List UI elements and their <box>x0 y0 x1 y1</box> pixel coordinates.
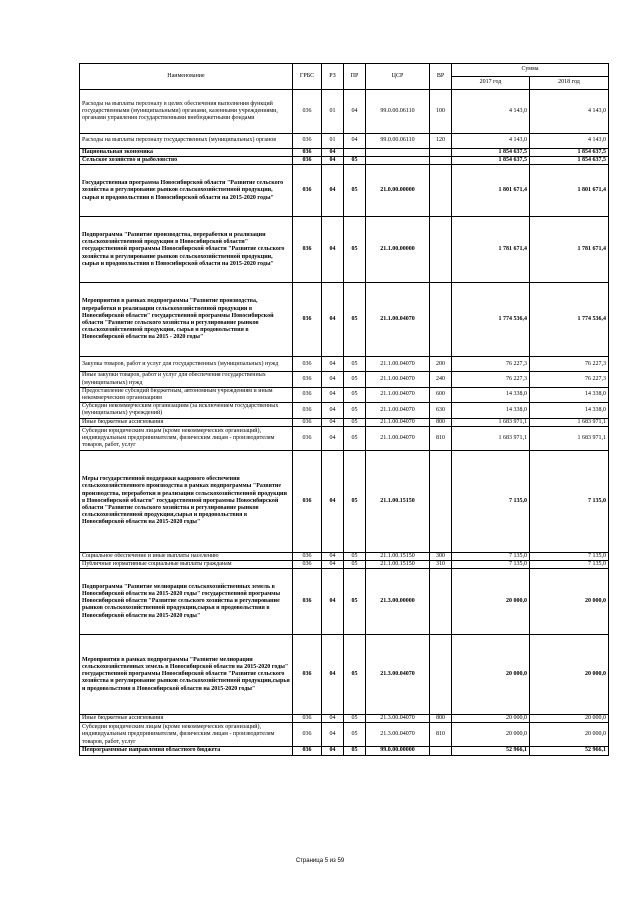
cell-sum-2018: 1 854 637,5 <box>530 157 609 165</box>
cell-csr: 21.1.00.15150 <box>366 450 430 552</box>
cell-name: Субсидии юридическим лицам (кроме некоммерческих организаций), индивидуальным предпринимателям, физическим лицам - производителям товаров, работ, услуг <box>80 426 293 450</box>
cell-pr: 05 <box>344 747 366 755</box>
cell-rz: 04 <box>322 561 344 569</box>
cell-rz: 04 <box>322 387 344 402</box>
cell-sum-2018: 4 143,0 <box>530 90 609 134</box>
header-vr: ВР <box>430 64 452 90</box>
cell-csr: 21.1.00.15150 <box>366 561 430 569</box>
cell-sum-2018: 1 683 971,1 <box>530 426 609 450</box>
cell-name: Мероприятия в рамках подпрограммы "Развитие производства, переработки и реализации сельскохозяйственной продукции в Новосибирской области" государственной программы Новосибирской области "Развитие сельского хозяйства и регулирование рынков сельскохозяйственной продукции, сырья и продовольствия в Новосибирской области на 2015 - 2020 годы" <box>80 283 293 357</box>
cell-sum-2018: 7 135,0 <box>530 561 609 569</box>
cell-vr: 200 <box>430 357 452 372</box>
cell-grbs: 036 <box>293 561 322 569</box>
cell-sum-2017: 1 781 671,4 <box>452 217 530 283</box>
header-pr: ПР <box>344 64 366 90</box>
cell-sum-2017: 4 143,0 <box>452 134 530 149</box>
cell-sum-2017: 20 000,0 <box>452 715 530 723</box>
cell-pr: 05 <box>344 418 366 426</box>
cell-rz: 01 <box>322 90 344 134</box>
cell-sum-2017: 20 000,0 <box>452 635 530 715</box>
header-rz: РЗ <box>322 64 344 90</box>
table-row <box>80 569 609 635</box>
table-row <box>80 283 609 357</box>
cell-vr: 310 <box>430 561 452 569</box>
cell-name: Государственная программа Новосибирской области "Развитие сельского хозяйства и регулирование рынков сельскохозяйственной продукции, сырья и продовольствия в Новосибирской области на 2015-2020 годы" <box>80 165 293 217</box>
cell-csr: 21.3.00.00000 <box>366 569 430 635</box>
cell-vr: 100 <box>430 90 452 134</box>
cell-pr: 05 <box>344 569 366 635</box>
cell-vr <box>430 635 452 715</box>
cell-sum-2017: 1 683 971,1 <box>452 426 530 450</box>
header-year-2018: 2018 год <box>530 77 609 90</box>
cell-pr: 05 <box>344 165 366 217</box>
cell-rz: 04 <box>322 283 344 357</box>
cell-rz: 04 <box>322 450 344 552</box>
cell-name: Субсидии юридическим лицам (кроме некоммерческих организаций), индивидуальным предпринимателям, физическим лицам - производителям товаров, работ, услуг <box>80 723 293 747</box>
cell-rz: 04 <box>322 569 344 635</box>
cell-rz: 04 <box>322 552 344 560</box>
header-name: Наименование <box>80 64 293 90</box>
cell-vr: 240 <box>430 372 452 387</box>
cell-csr: 99.0.00.00000 <box>366 747 430 755</box>
cell-pr: 05 <box>344 283 366 357</box>
cell-csr: 21.3.00.04070 <box>366 715 430 723</box>
cell-csr: 21.1.00.04070 <box>366 283 430 357</box>
budget-table-body <box>80 90 609 756</box>
table-row <box>80 747 609 755</box>
table-row <box>80 357 609 372</box>
cell-pr: 05 <box>344 450 366 552</box>
cell-sum-2017: 14 338,0 <box>452 387 530 402</box>
cell-name: Иные бюджетные ассигнования <box>80 418 293 426</box>
cell-csr <box>366 157 430 165</box>
cell-pr: 05 <box>344 635 366 715</box>
cell-grbs: 036 <box>293 217 322 283</box>
table-row <box>80 217 609 283</box>
header-csr: ЦСР <box>366 64 430 90</box>
cell-vr <box>430 149 452 157</box>
cell-pr: 05 <box>344 561 366 569</box>
cell-csr: 99.0.00.06110 <box>366 90 430 134</box>
cell-grbs: 036 <box>293 283 322 357</box>
cell-sum-2018: 4 143,0 <box>530 134 609 149</box>
cell-grbs: 036 <box>293 357 322 372</box>
cell-pr: 05 <box>344 387 366 402</box>
cell-vr <box>430 569 452 635</box>
cell-sum-2018: 1 774 536,4 <box>530 283 609 357</box>
cell-rz: 04 <box>322 403 344 418</box>
header-grbs: ГРБС <box>293 64 322 90</box>
cell-name: Национальная экономика <box>80 149 293 157</box>
cell-rz: 04 <box>322 723 344 747</box>
cell-rz: 04 <box>322 715 344 723</box>
cell-vr: 800 <box>430 418 452 426</box>
table-row <box>80 552 609 560</box>
cell-csr: 21.3.00.04070 <box>366 635 430 715</box>
cell-sum-2018: 52 966,1 <box>530 747 609 755</box>
cell-pr: 05 <box>344 426 366 450</box>
cell-name: Расходы на выплаты персоналу в целях обеспечения выполнения функций государственными (муниципальными) органами, казенными учреждениями, органами управления государственными внебюджетными фондами <box>80 90 293 134</box>
cell-name: Мероприятия в рамках подпрограммы "Развитие мелиорации сельскохозяйственных земель в Новосибирской области на 2015-2020 годы" государственной программы Новосибирской области "Развитие сельского хозяйства и регулирование рынков сельскохозяйственной продукции,сырья и продовольствия в Новосибирской области на 2015-2020 годы" <box>80 635 293 715</box>
cell-sum-2017: 7 135,0 <box>452 561 530 569</box>
cell-csr: 21.1.00.04070 <box>366 387 430 402</box>
cell-vr <box>430 450 452 552</box>
table-row <box>80 426 609 450</box>
cell-grbs: 036 <box>293 165 322 217</box>
table-row <box>80 403 609 418</box>
cell-name: Меры государственной поддержки кадрового обеспечения сельскохозяйственного производства в рамках подпрограммы "Развитие производства, переработки и реализации сельскохозяйственной продукции в Новосибирской области" государственной программы Новосибирской области "Развитие сельского хозяйства и регулирование рынков сельскохозяйственной продукции,сырья и продовольствия в Новосибирской области на 2015-2020 годы" <box>80 450 293 552</box>
cell-name: Предоставление субсидий бюджетным, автономным учреждениям и иным некоммерческим организациям <box>80 387 293 402</box>
cell-name: Закупка товаров, работ и услуг для государственных (муниципальных) нужд <box>80 357 293 372</box>
cell-grbs: 036 <box>293 715 322 723</box>
cell-sum-2018: 1 781 671,4 <box>530 217 609 283</box>
cell-csr <box>366 149 430 157</box>
cell-pr: 05 <box>344 715 366 723</box>
cell-vr <box>430 283 452 357</box>
cell-grbs: 036 <box>293 747 322 755</box>
budget-table <box>79 63 609 756</box>
cell-pr: 05 <box>344 357 366 372</box>
cell-sum-2018: 14 338,0 <box>530 403 609 418</box>
cell-name: Непрограммные направления областного бюджета <box>80 747 293 755</box>
cell-rz: 04 <box>322 149 344 157</box>
table-row <box>80 387 609 402</box>
cell-sum-2018: 1 683 971,1 <box>530 418 609 426</box>
cell-sum-2018: 1 801 671,4 <box>530 165 609 217</box>
cell-name: Иные закупки товаров, работ и услуг для обеспечения государственных (муниципальных) нужд <box>80 372 293 387</box>
table-row <box>80 450 609 552</box>
cell-rz: 04 <box>322 635 344 715</box>
cell-name: Публичные нормативные социальные выплаты гражданам <box>80 561 293 569</box>
cell-rz: 04 <box>322 165 344 217</box>
cell-sum-2018: 20 000,0 <box>530 569 609 635</box>
cell-csr: 21.1.00.00000 <box>366 217 430 283</box>
cell-csr: 21.1.00.04070 <box>366 426 430 450</box>
cell-csr: 21.1.00.04070 <box>366 418 430 426</box>
table-row <box>80 372 609 387</box>
cell-sum-2017: 7 135,0 <box>452 552 530 560</box>
cell-sum-2017: 1 801 671,4 <box>452 165 530 217</box>
cell-grbs: 036 <box>293 418 322 426</box>
cell-sum-2018: 7 135,0 <box>530 552 609 560</box>
cell-vr: 600 <box>430 387 452 402</box>
cell-rz: 04 <box>322 357 344 372</box>
cell-sum-2018: 20 000,0 <box>530 715 609 723</box>
cell-sum-2017: 14 338,0 <box>452 403 530 418</box>
cell-vr: 810 <box>430 426 452 450</box>
cell-rz: 04 <box>322 418 344 426</box>
cell-grbs: 036 <box>293 450 322 552</box>
table-row <box>80 165 609 217</box>
cell-sum-2017: 4 143,0 <box>452 90 530 134</box>
cell-sum-2018: 14 338,0 <box>530 387 609 402</box>
cell-sum-2017: 20 000,0 <box>452 569 530 635</box>
cell-sum-2017: 76 227,3 <box>452 357 530 372</box>
table-row <box>80 149 609 157</box>
table-row <box>80 723 609 747</box>
cell-name: Подпрограмма "Развитие производства, переработки и реализации сельскохозяйственной продукции в Новосибирской области" государственной программы Новосибирской области "Развитие сельского хозяйства и регулирование рынков сельскохозяйственной продукции, сырья и продовольствия в Новосибирской области на 2015-2020 годы" <box>80 217 293 283</box>
table-row <box>80 561 609 569</box>
cell-grbs: 036 <box>293 134 322 149</box>
cell-rz: 04 <box>322 747 344 755</box>
table-row <box>80 635 609 715</box>
cell-name: Иные бюджетные ассигнования <box>80 715 293 723</box>
cell-pr: 05 <box>344 403 366 418</box>
cell-name: Сельское хозяйство и рыболовство <box>80 157 293 165</box>
cell-sum-2017: 7 135,0 <box>452 450 530 552</box>
cell-vr <box>430 157 452 165</box>
cell-grbs: 036 <box>293 149 322 157</box>
cell-sum-2018: 20 000,0 <box>530 635 609 715</box>
cell-rz: 04 <box>322 217 344 283</box>
table-row <box>80 134 609 149</box>
cell-grbs: 036 <box>293 552 322 560</box>
cell-grbs: 036 <box>293 387 322 402</box>
cell-pr: 04 <box>344 90 366 134</box>
cell-name: Расходы на выплаты персоналу государственных (муниципальных) органов <box>80 134 293 149</box>
cell-grbs: 036 <box>293 157 322 165</box>
cell-rz: 04 <box>322 372 344 387</box>
cell-rz: 01 <box>322 134 344 149</box>
cell-vr <box>430 217 452 283</box>
cell-csr: 99.0.00.06110 <box>366 134 430 149</box>
cell-sum-2018: 76 227,3 <box>530 357 609 372</box>
page-footer: Страница 5 из 59 <box>295 858 345 864</box>
cell-grbs: 036 <box>293 635 322 715</box>
cell-vr: 800 <box>430 715 452 723</box>
cell-pr: 05 <box>344 217 366 283</box>
cell-pr: 05 <box>344 552 366 560</box>
cell-vr: 810 <box>430 723 452 747</box>
table-row <box>80 90 609 134</box>
cell-csr: 21.0.00.00000 <box>366 165 430 217</box>
cell-csr: 21.1.00.04070 <box>366 357 430 372</box>
cell-pr <box>344 149 366 157</box>
cell-grbs: 036 <box>293 372 322 387</box>
cell-rz: 04 <box>322 426 344 450</box>
cell-csr: 21.3.00.04070 <box>366 723 430 747</box>
cell-sum-2017: 1 774 536,4 <box>452 283 530 357</box>
cell-grbs: 036 <box>293 569 322 635</box>
header-year-2017: 2017 год <box>452 77 530 90</box>
cell-sum-2018: 76 227,3 <box>530 372 609 387</box>
header-sum: Сумма <box>452 64 609 77</box>
cell-sum-2018: 7 135,0 <box>530 450 609 552</box>
table-row <box>80 157 609 165</box>
cell-sum-2018: 20 000,0 <box>530 723 609 747</box>
cell-sum-2017: 1 854 637,5 <box>452 149 530 157</box>
cell-csr: 21.1.00.04070 <box>366 372 430 387</box>
cell-csr: 21.1.00.04070 <box>366 403 430 418</box>
cell-name: Социальное обеспечение и иные выплаты населению <box>80 552 293 560</box>
cell-pr: 05 <box>344 157 366 165</box>
cell-vr <box>430 747 452 755</box>
table-row <box>80 418 609 426</box>
cell-vr <box>430 165 452 217</box>
cell-pr: 04 <box>344 134 366 149</box>
cell-sum-2017: 20 000,0 <box>452 723 530 747</box>
cell-name: Подпрограмма "Развитие мелиорации сельскохозяйственных земель в Новосибирской области на 2015-2020 годы" государственной программы Новосибирской области "Развитие сельского хозяйства и регулирование рынков сельскохозяйственной продукции,сырья и продовольствия в Новосибирской области на 2015-2020 годы" <box>80 569 293 635</box>
cell-vr: 300 <box>430 552 452 560</box>
cell-grbs: 036 <box>293 426 322 450</box>
cell-grbs: 036 <box>293 90 322 134</box>
cell-vr: 120 <box>430 134 452 149</box>
cell-csr: 21.1.00.15150 <box>366 552 430 560</box>
cell-rz: 04 <box>322 157 344 165</box>
cell-sum-2017: 1 854 637,5 <box>452 157 530 165</box>
cell-name: Субсидии некоммерческим организациям (за исключением государственных (муниципальных) учреждений) <box>80 403 293 418</box>
cell-pr: 05 <box>344 372 366 387</box>
table-row <box>80 715 609 723</box>
cell-sum-2017: 76 227,3 <box>452 372 530 387</box>
cell-sum-2017: 1 683 971,1 <box>452 418 530 426</box>
cell-grbs: 036 <box>293 403 322 418</box>
cell-sum-2018: 1 854 637,5 <box>530 149 609 157</box>
cell-pr: 05 <box>344 723 366 747</box>
cell-sum-2017: 52 966,1 <box>452 747 530 755</box>
cell-grbs: 036 <box>293 723 322 747</box>
cell-vr: 630 <box>430 403 452 418</box>
